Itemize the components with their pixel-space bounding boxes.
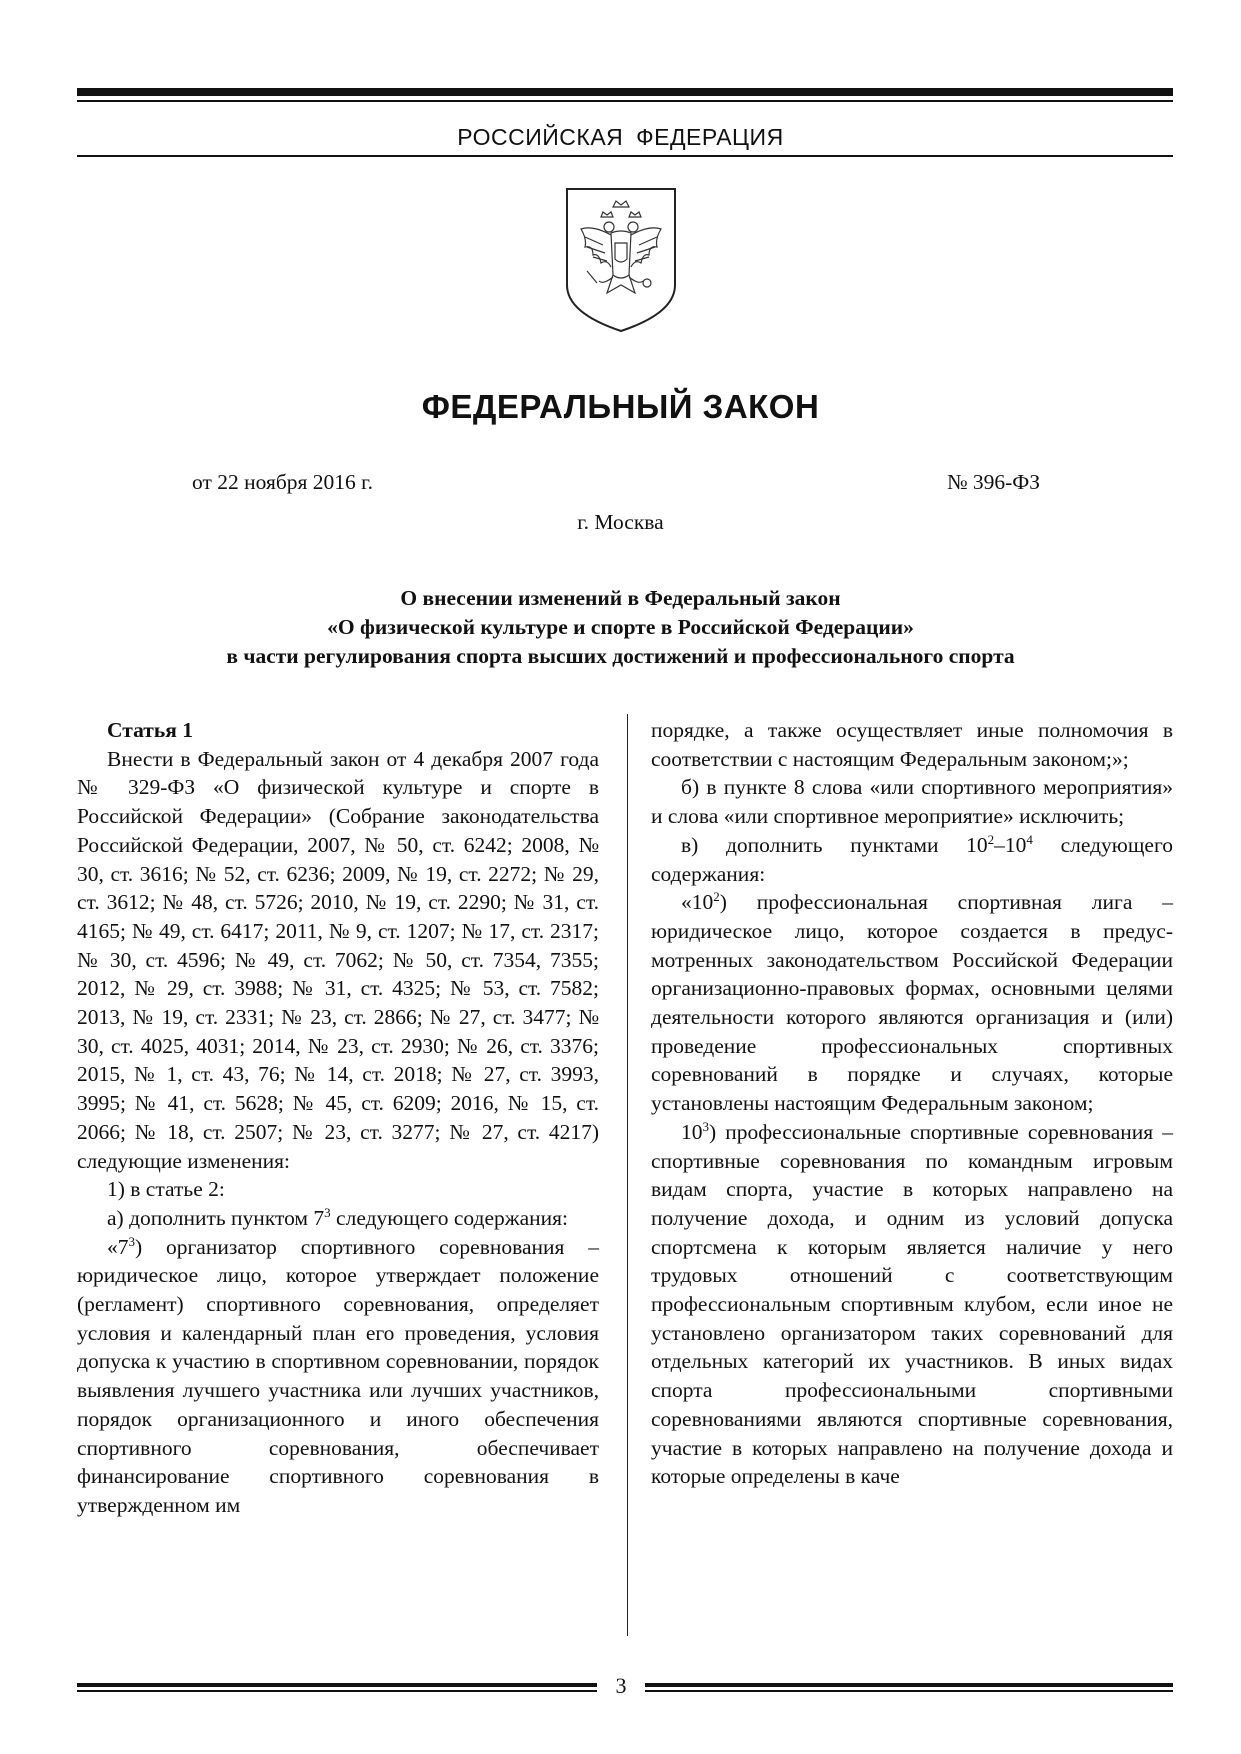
paragraph <box>651 831 1173 888</box>
header-rule-thin <box>77 100 1173 102</box>
paragraph: порядке, а также осуществляет иные полномочия в соответствии с настоящим Федеральным законом;»; <box>651 718 1173 771</box>
paragraph <box>651 888 1173 1118</box>
superscript: 2 <box>987 831 995 847</box>
law-title-line: в части регулирования спорта высших достижений и профессионального спорта <box>226 644 1015 668</box>
country-heading: РОССИЙСКАЯ ФЕДЕРАЦИЯ <box>457 124 784 150</box>
paragraph <box>77 1204 599 1233</box>
paragraph <box>77 1233 599 1520</box>
text-run: ) организатор спортивного соревнования – юридическое лицо, которое утверждает положение (регламент) спортивного соревнования, определяет условия и календарный план его проведения, условия допуска к участию в спортивном соревновании, порядок выявления лучшего участника или лучших участников, порядок организационного и иного обеспечения спортивного соревнования, обеспечивает финансирование спортивного соревнования в утвержденном им <box>77 1234 599 1517</box>
text-run: 10 <box>681 1119 703 1144</box>
article-heading: Статья 1 <box>107 718 193 742</box>
paragraph <box>651 1118 1173 1491</box>
law-date: от 22 ноября 2016 г. <box>192 470 373 494</box>
page-number: 3 <box>615 1673 627 1698</box>
superscript: 2 <box>713 889 720 905</box>
superscript: 3 <box>324 1204 331 1220</box>
superscript: 3 <box>128 1233 135 1249</box>
law-type-heading: ФЕДЕРАЛЬНЫЙ ЗАКОН <box>421 388 820 425</box>
text-run: –10 <box>994 832 1027 857</box>
footer-rule-left-thick <box>77 1683 597 1687</box>
footer-rule-right-thin <box>645 1690 1173 1692</box>
country-underline <box>77 155 1173 157</box>
left-column <box>77 716 599 1520</box>
law-city: г. Москва <box>577 510 664 534</box>
text-run: следующего содержания: <box>330 1205 569 1230</box>
text-run: следующего содержания: <box>651 832 1173 886</box>
superscript: 3 <box>702 1118 709 1134</box>
footer-rule-right-thick <box>645 1683 1173 1687</box>
paragraph: Внести в Федеральный закон от 4 декабря 2007 года № 329-ФЗ «О физической культуре и спорте в Российской Федерации» (Собрание законодательства Российской Федерации, 2007, № 50, ст. 6242; 2008, № 30, ст. 3616; № 52, ст. 6236; 2009, № 19, ст. 2272; № 29, ст. 3612; № 48, ст. 5726; 2010, № 19, ст. 2290; № 31, ст. 4165; № 49, ст. 6417; 2011, № 9, ст. 1207; № 17, ст. 2317; № 30, ст. 4596; № 49, ст. 7062; № 50, ст. 7354, 7355; 2012, № 29, ст. 3988; № 31, ст. 4325; № 53, ст. 7582; 2013, № 19, ст. 2331; № 23, ст. 2866; № 27, ст. 3477; № 30, ст. 4025, 4031; 2014, № 23, ст. 2930; № 26, ст. 3376; 2015, № 1, ст. 43, 76; № 14, ст. 2018; № 27, ст. 3993, 3995; № 41, ст. 5628; № 45, ст. 6209; 2016, № 15, ст. 2066; № 18, ст. 2507; № 23, ст. 3277; № 27, ст. 4217) следующие изменения: <box>77 746 599 1173</box>
header-rule-thick <box>77 88 1173 96</box>
text-run: ) профессиональные спортивные соревнования – спортивные соревнования по командным игровым видам спорта, участие в которых направлено на получение дохода, и одним из условий допуска спортсмена к которым является наличие у него трудовых отношений с соответствующим профессиональным спортивным клубом, если иное не установлено организатором таких соревнований для отдельных категорий их участников. В иных видах спорта профессиональными спортивными соревнованиями являются спортивные соревнования, участие в которых направлено на получение дохода и которые определены в каче <box>651 1119 1173 1489</box>
text-run: в) дополнить пунктами 10 <box>681 832 988 857</box>
paragraph: 1) в статье 2: <box>107 1177 225 1202</box>
right-column <box>651 716 1173 1491</box>
law-title <box>0 584 1241 671</box>
text-run: а) дополнить пунктом 7 <box>107 1205 325 1230</box>
text-run: ) профессиональная спортивная лига – юридическое лицо, которое создается в предусмотренных законодательством Российской Федерации организационно-правовых формах, основными целями деятельности которого являются организация и (или) проведение профессиональных спортивных соревнований в порядке и случаях, которые установлены настоящим Федеральным законом; <box>651 890 1173 1116</box>
paragraph: б) в пункте 8 слова «или спортивного мероприятия» и слова «или спортивное мероприятие» исключить; <box>651 775 1173 829</box>
russian-coat-of-arms-icon <box>563 185 679 335</box>
law-title-line: О внесении изменений в Федеральный закон <box>400 586 841 610</box>
law-number: № 396-ФЗ <box>947 470 1041 494</box>
law-title-line: «О физической культуре и спорте в Российской Федерации» <box>327 615 914 639</box>
footer-rule-left-thin <box>77 1690 597 1692</box>
superscript: 4 <box>1026 831 1033 847</box>
text-run: «7 <box>107 1234 129 1259</box>
text-run: «10 <box>681 890 714 915</box>
column-divider <box>627 714 628 1636</box>
